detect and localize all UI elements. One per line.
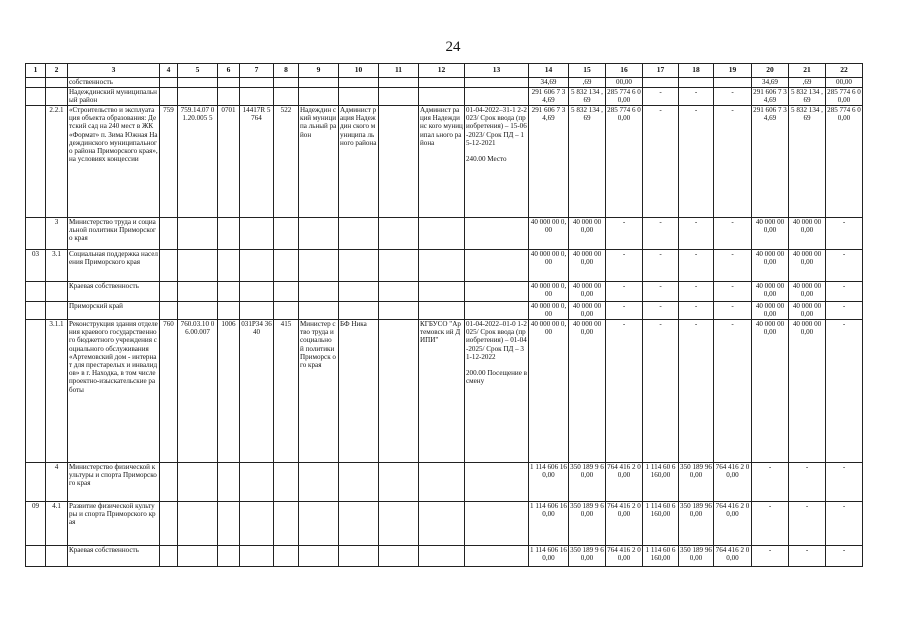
table-cell: 40 000 00 0,00 <box>789 320 826 463</box>
table-cell <box>339 502 379 546</box>
page-number: 24 <box>445 39 461 55</box>
table-row <box>26 218 863 250</box>
table-cell <box>339 463 379 502</box>
table-cell: 291 606 7 34,69 <box>752 106 789 218</box>
table-cell: 1006 <box>218 320 240 463</box>
table-cell: 40 000 00 0,00 <box>529 218 569 250</box>
table-cell: 1 114 606 160,00 <box>529 463 569 502</box>
table-cell <box>160 302 178 320</box>
table-cell <box>379 218 419 250</box>
table-cell: - <box>643 302 679 320</box>
table-cell <box>240 502 274 546</box>
table-cell: 1 114 60 6 160,00 <box>643 463 679 502</box>
table-cell: 40 000 00 0,00 <box>752 302 789 320</box>
table-cell: - <box>643 320 679 463</box>
table-cell: 764 416 2 00,00 <box>606 546 643 567</box>
table-cell <box>178 463 218 502</box>
table-cell <box>178 502 218 546</box>
table-cell: 759 <box>160 106 178 218</box>
table-cell: 5 832 134 ,69 <box>569 88 606 106</box>
table-cell <box>274 218 299 250</box>
table-cell: 350 189 9 60,00 <box>569 463 606 502</box>
table-cell: 764 416 2 00,00 <box>714 502 752 546</box>
table-cell: 14417R 5764 <box>240 106 274 218</box>
table-cell <box>465 546 529 567</box>
column-number: 16 <box>606 64 643 78</box>
table-cell: - <box>714 302 752 320</box>
table-cell: 0701 <box>218 106 240 218</box>
table-cell: - <box>826 502 863 546</box>
column-number: 19 <box>714 64 752 78</box>
table-cell <box>26 106 46 218</box>
table-cell <box>379 88 419 106</box>
table-cell: Приморский край <box>68 302 160 320</box>
table-cell: - <box>714 250 752 282</box>
table-cell: - <box>714 282 752 302</box>
table-cell: 01-04-2022–01-0 1-2025/ Срок ввода (приобретения) – 01-04-2025/ Срок ПД – 31-12-2022 200.00 Посещение в смену <box>465 320 529 463</box>
table-cell <box>218 546 240 567</box>
table-cell <box>339 546 379 567</box>
table-cell <box>299 250 339 282</box>
table-cell <box>160 218 178 250</box>
table-cell: 5 832 134 ,69 <box>789 88 826 106</box>
table-cell <box>299 546 339 567</box>
table-cell: 34,69 <box>529 78 569 88</box>
table-cell <box>419 463 465 502</box>
table-cell: - <box>826 218 863 250</box>
column-number: 8 <box>274 64 299 78</box>
table-cell: - <box>789 502 826 546</box>
table-cell <box>46 302 68 320</box>
table-cell <box>218 88 240 106</box>
column-number: 7 <box>240 64 274 78</box>
table-cell: 40 000 00 0,00 <box>752 218 789 250</box>
table-cell: 285 774 6 00,00 <box>607 88 641 105</box>
column-number: 1 <box>26 64 46 78</box>
table-cell <box>274 250 299 282</box>
table-cell: Краевая собственность <box>68 546 160 567</box>
table-cell <box>240 282 274 302</box>
table-cell <box>178 282 218 302</box>
table-cell: 5 832 134 ,69 <box>569 106 606 218</box>
table-cell: Админист рация Надеждинс кого муниципал ьного района <box>419 106 465 218</box>
table-cell <box>465 463 529 502</box>
table-cell <box>218 302 240 320</box>
table-cell <box>218 463 240 502</box>
table-cell: - <box>679 106 714 218</box>
table-cell: 40 000 00 0,00 <box>569 250 606 282</box>
table-cell: Реконструкция здания отделения краевого государственного бюджетного учреждения социального обслуживания «Артемовский дом - интернат для престарелых и инвалидов» в г. Находка, в том числе проектно-изыскательские работы <box>68 320 160 463</box>
table-cell: 764 416 2 00,00 <box>714 463 752 502</box>
table-cell: 285 774 6 00,00 <box>827 88 861 105</box>
table-cell <box>26 78 46 88</box>
table-row <box>26 78 863 88</box>
table-cell: ,69 <box>789 78 826 88</box>
column-number: 13 <box>465 64 529 78</box>
table-cell <box>178 546 218 567</box>
table-cell: 764 416 2 00,00 <box>714 546 752 567</box>
table-cell <box>46 282 68 302</box>
table-cell <box>178 302 218 320</box>
table-cell: - <box>752 546 789 567</box>
table-cell: - <box>643 218 679 250</box>
table-cell: 350 189 9 60,00 <box>569 546 606 567</box>
column-number: 10 <box>339 64 379 78</box>
table-cell <box>218 250 240 282</box>
table-cell <box>465 250 529 282</box>
table-cell <box>160 250 178 282</box>
table-cell: 40 000 00 0,00 <box>569 218 606 250</box>
table-cell: 031P34 3640 <box>240 320 274 463</box>
table-cell <box>240 546 274 567</box>
table-cell: 4.1 <box>46 502 68 546</box>
table-cell <box>379 302 419 320</box>
table-cell: 760.03.10 06.00.007 <box>178 320 218 463</box>
table-row <box>26 250 863 282</box>
table-cell: - <box>714 218 752 250</box>
table-cell: - <box>714 106 752 218</box>
table-cell: 4 <box>46 463 68 502</box>
table-cell <box>274 282 299 302</box>
table-cell <box>240 218 274 250</box>
table-cell: 522 <box>274 106 299 218</box>
column-number: 12 <box>419 64 465 78</box>
table-cell <box>240 302 274 320</box>
table-cell: - <box>643 282 679 302</box>
table-cell <box>379 106 419 218</box>
table-cell: 3 <box>46 218 68 250</box>
table-cell <box>419 78 465 88</box>
table-cell <box>299 282 339 302</box>
table-cell: 760 <box>160 320 178 463</box>
table-row <box>26 282 863 302</box>
table-cell: - <box>714 88 752 106</box>
table-cell <box>218 282 240 302</box>
table-cell <box>299 78 339 88</box>
column-number: 15 <box>569 64 606 78</box>
table-cell: БФ Ника <box>339 320 379 463</box>
table-cell: 34,69 <box>752 78 789 88</box>
table-cell: 40 000 00 0,00 <box>529 282 569 302</box>
table-cell <box>274 463 299 502</box>
table-cell: 40 000 00 0,00 <box>529 320 569 463</box>
column-number: 18 <box>679 64 714 78</box>
column-number: 6 <box>218 64 240 78</box>
table-row <box>26 463 863 502</box>
table-cell: 350 189 960,00 <box>679 546 714 567</box>
table-cell <box>419 218 465 250</box>
table-cell <box>679 78 714 88</box>
table-cell <box>46 78 68 88</box>
table-cell: ,69 <box>569 78 606 88</box>
table-cell <box>274 302 299 320</box>
table-cell: 40 000 00 0,00 <box>789 250 826 282</box>
table-cell: - <box>679 320 714 463</box>
column-number: 21 <box>789 64 826 78</box>
table-cell: Министерство труда и социальной политики Приморского края <box>68 218 160 250</box>
table-cell <box>419 282 465 302</box>
column-number: 3 <box>68 64 160 78</box>
table-cell: 291 606 7 34,69 <box>529 106 569 218</box>
table-cell <box>379 502 419 546</box>
column-number: 9 <box>299 64 339 78</box>
table-cell <box>46 546 68 567</box>
table-cell <box>160 88 178 106</box>
table-cell: - <box>826 250 863 282</box>
table-cell: 1 114 606 160,00 <box>529 502 569 546</box>
table-cell: 03 <box>26 250 46 282</box>
table-cell <box>26 302 46 320</box>
table-cell: Админист рация Надеждин ского муниципа льного района <box>339 106 379 218</box>
table-cell: 764 416 2 00,00 <box>606 502 643 546</box>
table-cell <box>339 78 379 88</box>
table-cell <box>339 218 379 250</box>
table-cell: Надеждинский муниципальный район <box>68 88 160 106</box>
column-number: 17 <box>643 64 679 78</box>
table-cell: 40 000 00 0,00 <box>789 282 826 302</box>
table-cell: 1 114 606 160,00 <box>529 546 569 567</box>
column-number: 5 <box>178 64 218 78</box>
table-cell: - <box>826 463 863 502</box>
table-cell: 3.1 <box>46 250 68 282</box>
table-cell <box>160 78 178 88</box>
table-cell: 40 000 00 0,00 <box>569 282 606 302</box>
table-cell: 40 000 00 0,00 <box>752 250 789 282</box>
column-number-row <box>26 64 863 78</box>
table-cell: 1 114 60 6 160,00 <box>643 546 679 567</box>
table-cell: 291 606 7 34,69 <box>753 88 787 105</box>
table-cell <box>299 218 339 250</box>
table-cell: 350 189 960,00 <box>679 502 714 546</box>
table-cell <box>465 302 529 320</box>
table-cell <box>714 78 752 88</box>
table-cell <box>465 88 529 106</box>
column-number: 11 <box>379 64 419 78</box>
table-cell: - <box>826 302 863 320</box>
table-cell: - <box>752 502 789 546</box>
table-cell: Надеждин ский муниципа льный район <box>299 106 339 218</box>
table-cell <box>240 88 274 106</box>
table-cell <box>160 282 178 302</box>
table-cell: 40 000 00 0,00 <box>752 282 789 302</box>
table-cell: - <box>679 302 714 320</box>
table-cell: - <box>643 88 679 106</box>
table-cell: «Строительство и эксплуатация объекта образования: Детский сад на 240 мест в ЖК «Формат» п. Зима Южная Надеждинского муниципального района Приморского края», на условиях концессии <box>68 106 160 218</box>
table-cell <box>218 502 240 546</box>
table-cell: 01-04-2022–31-1 2-2023/ Срок ввода (приобретения) – 15-06-2023/ Срок ПД – 15-12-2021 240.00 Место <box>465 106 529 218</box>
table-cell <box>178 78 218 88</box>
table-cell: - <box>826 546 863 567</box>
table-cell: 40 000 00 0,00 <box>569 302 606 320</box>
table-cell: Развитие физической культуры и спорта Приморского края <box>68 502 160 546</box>
table-cell <box>218 78 240 88</box>
table-cell <box>465 78 529 88</box>
table-cell: - <box>826 282 863 302</box>
table-cell: - <box>679 250 714 282</box>
table-cell <box>379 250 419 282</box>
table-cell <box>419 546 465 567</box>
table-cell: КГБУСО "Артемовск ий ДИПИ" <box>419 320 465 463</box>
table-cell <box>299 502 339 546</box>
table-row <box>26 302 863 320</box>
table-cell <box>160 502 178 546</box>
table-cell: - <box>679 88 714 106</box>
table-cell: - <box>606 302 643 320</box>
table-cell <box>274 546 299 567</box>
table-cell <box>178 250 218 282</box>
table-cell: 40 000 00 0,00 <box>789 302 826 320</box>
table-cell <box>46 88 68 106</box>
table-cell <box>240 463 274 502</box>
table-cell: - <box>714 320 752 463</box>
table-cell <box>379 282 419 302</box>
table-cell <box>299 302 339 320</box>
table-cell <box>178 88 218 106</box>
table-row <box>26 320 863 463</box>
table-cell <box>379 463 419 502</box>
table-cell: 759.14.07 01.20.005 5 <box>178 106 218 218</box>
table-cell <box>339 302 379 320</box>
table-cell: 00,00 <box>606 78 643 88</box>
table-cell: - <box>606 282 643 302</box>
table-cell: - <box>752 463 789 502</box>
table-cell <box>419 88 465 106</box>
table-cell: 3.1.1 <box>46 320 68 463</box>
table-cell: Министерство физической культуры и спорта Приморского края <box>68 463 160 502</box>
table-cell <box>240 78 274 88</box>
table-cell: Краевая собственность <box>68 282 160 302</box>
table-cell: 1 114 60 6 160,00 <box>643 502 679 546</box>
table-cell <box>26 88 46 106</box>
table-cell: 40 000 00 0,00 <box>752 320 789 463</box>
table-cell <box>465 282 529 302</box>
table-cell: 415 <box>274 320 299 463</box>
table-cell: - <box>679 218 714 250</box>
table-cell: собственность <box>68 78 160 88</box>
table-cell <box>379 78 419 88</box>
table-cell: - <box>606 320 643 463</box>
table-cell: - <box>826 320 863 463</box>
table-cell <box>26 218 46 250</box>
table-cell: Социальная поддержка населения Приморского края <box>68 250 160 282</box>
table-row <box>26 88 863 106</box>
table-cell: 350 189 960,00 <box>679 463 714 502</box>
column-number: 2 <box>46 64 68 78</box>
table-cell <box>160 546 178 567</box>
table-cell: 2.2.1 <box>46 106 68 218</box>
table-cell <box>419 302 465 320</box>
table-cell <box>299 88 339 106</box>
table-cell: - <box>643 106 679 218</box>
table-cell <box>240 250 274 282</box>
table-cell: - <box>643 250 679 282</box>
table-cell: 00,00 <box>826 78 863 88</box>
table-row <box>26 546 863 567</box>
table-cell <box>379 320 419 463</box>
table-cell <box>26 320 46 463</box>
table-cell <box>465 218 529 250</box>
column-number: 4 <box>160 64 178 78</box>
table-cell: - <box>679 282 714 302</box>
table-cell <box>419 502 465 546</box>
table-cell <box>339 282 379 302</box>
table-cell: Министер ство труда и социально й политики Приморск ого края <box>299 320 339 463</box>
table-cell: 285 774 6 00,00 <box>606 106 643 218</box>
table-cell <box>419 250 465 282</box>
table-cell <box>26 282 46 302</box>
budget-table <box>25 63 863 567</box>
table-cell: 291 606 7 34,69 <box>529 88 569 106</box>
table-cell: - <box>789 463 826 502</box>
table-cell: 285 774 6 00,00 <box>826 106 863 218</box>
table-cell <box>26 463 46 502</box>
table-cell <box>299 463 339 502</box>
table-cell <box>274 502 299 546</box>
table-cell <box>160 463 178 502</box>
table-cell: 40 000 00 0,00 <box>569 320 606 463</box>
table-cell: 09 <box>26 502 46 546</box>
table-cell: 5 832 134 ,69 <box>789 106 826 218</box>
table-cell <box>379 546 419 567</box>
table-cell: - <box>789 546 826 567</box>
column-number: 22 <box>826 64 863 78</box>
table-cell: 40 000 00 0,00 <box>529 250 569 282</box>
table-cell: 350 189 9 60,00 <box>569 502 606 546</box>
table-cell: 764 416 2 00,00 <box>606 463 643 502</box>
column-number: 14 <box>529 64 569 78</box>
table-cell <box>339 250 379 282</box>
table-cell <box>274 88 299 106</box>
table-cell: - <box>606 250 643 282</box>
table-cell <box>643 78 679 88</box>
table-cell: - <box>606 218 643 250</box>
table-cell <box>26 546 46 567</box>
table-cell <box>339 88 379 106</box>
table-cell: 40 000 00 0,00 <box>529 302 569 320</box>
table-cell <box>465 502 529 546</box>
table-row <box>26 106 863 218</box>
column-number: 20 <box>752 64 789 78</box>
table-cell <box>218 218 240 250</box>
table-cell <box>274 78 299 88</box>
table-cell: 40 000 00 0,00 <box>789 218 826 250</box>
table-row <box>26 502 863 546</box>
table-cell <box>178 218 218 250</box>
